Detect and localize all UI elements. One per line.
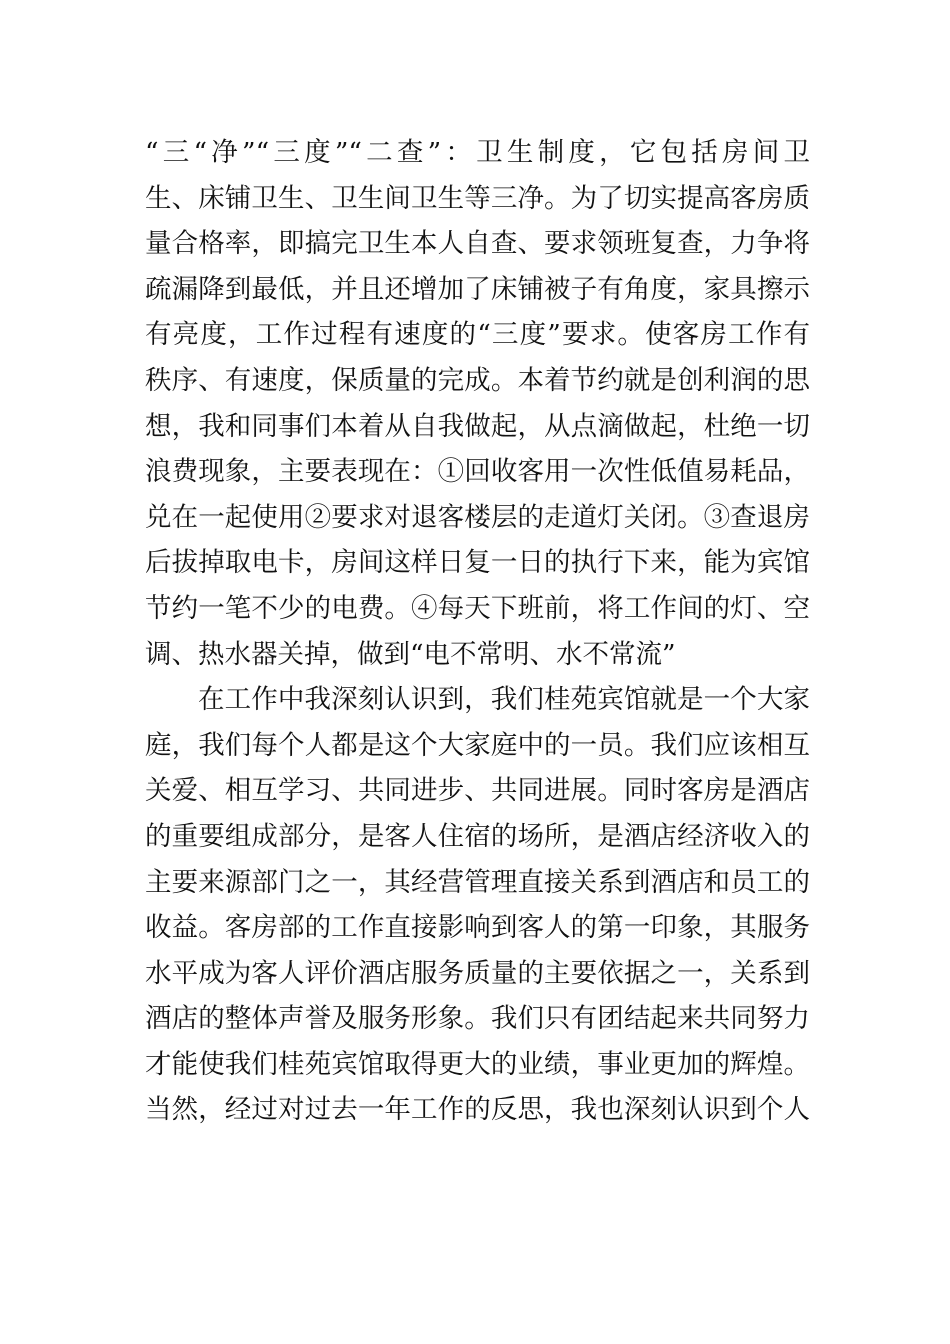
text-line: 疏漏降到最低，并且还增加了床铺被子有角度，家具擦示 [145,273,810,305]
document-body [145,130,810,1133]
text-line: 浪费现象，主要表现在：①回收客用一次性低值易耗品， [145,456,810,488]
text-line: 有亮度，工作过程有速度的“三度”要求。使客房工作有 [145,319,810,351]
paragraph-hygiene-rules [145,130,810,677]
paragraph-team-reflection [145,677,810,1133]
text-line: 当然，经过对过去一年工作的反思，我也深刻认识到个人 [145,1094,810,1126]
text-line: 关爱、相互学习、共同进步、共同进展。同时客房是酒店 [145,775,810,807]
text-line: 想，我和同事们本着从自我做起，从点滴做起，杜绝一切 [145,410,810,442]
text-line: 秩序、有速度，保质量的完成。本着节约就是创利润的思 [145,364,810,396]
text-line: 在工作中我深刻认识到，我们桂苑宾馆就是一个大家 [198,684,810,716]
text-line: 节约一笔不少的电费。④每天下班前，将工作间的灯、空 [145,592,810,624]
text-line: “三“净”“三度”“二查”：卫生制度，它包括房间卫 [145,137,810,168]
text-line: 庭，我们每个人都是这个大家庭中的一员。我们应该相互 [145,729,810,761]
text-line: 才能使我们桂苑宾馆取得更大的业绩，事业更加的辉煌。 [145,1048,810,1080]
text-line: 水平成为客人评价酒店服务质量的主要依据之一，关系到 [145,957,810,989]
text-line: 的重要组成部分，是客人住宿的场所，是酒店经济收入的 [145,820,810,852]
text-line: 后拔掉取电卡，房间这样日复一日的执行下来，能为宾馆 [145,547,810,579]
text-line: 调、热水器关掉，做到“电不常明、水不常流” [145,638,676,670]
text-line: 兑在一起使用②要求对退客楼层的走道灯关闭。③查退房 [145,501,810,533]
text-line: 量合格率，即搞完卫生本人自查、要求领班复查，力争将 [145,228,810,260]
text-line: 生、床铺卫生、卫生间卫生等三净。为了切实提高客房质 [145,182,810,214]
text-line: 酒店的整体声誉及服务形象。我们只有团结起来共同努力 [145,1003,810,1035]
text-line: 主要来源部门之一，其经营管理直接关系到酒店和员工的 [145,866,810,898]
text-line: 收益。客房部的工作直接影响到客人的第一印象，其服务 [145,912,810,944]
